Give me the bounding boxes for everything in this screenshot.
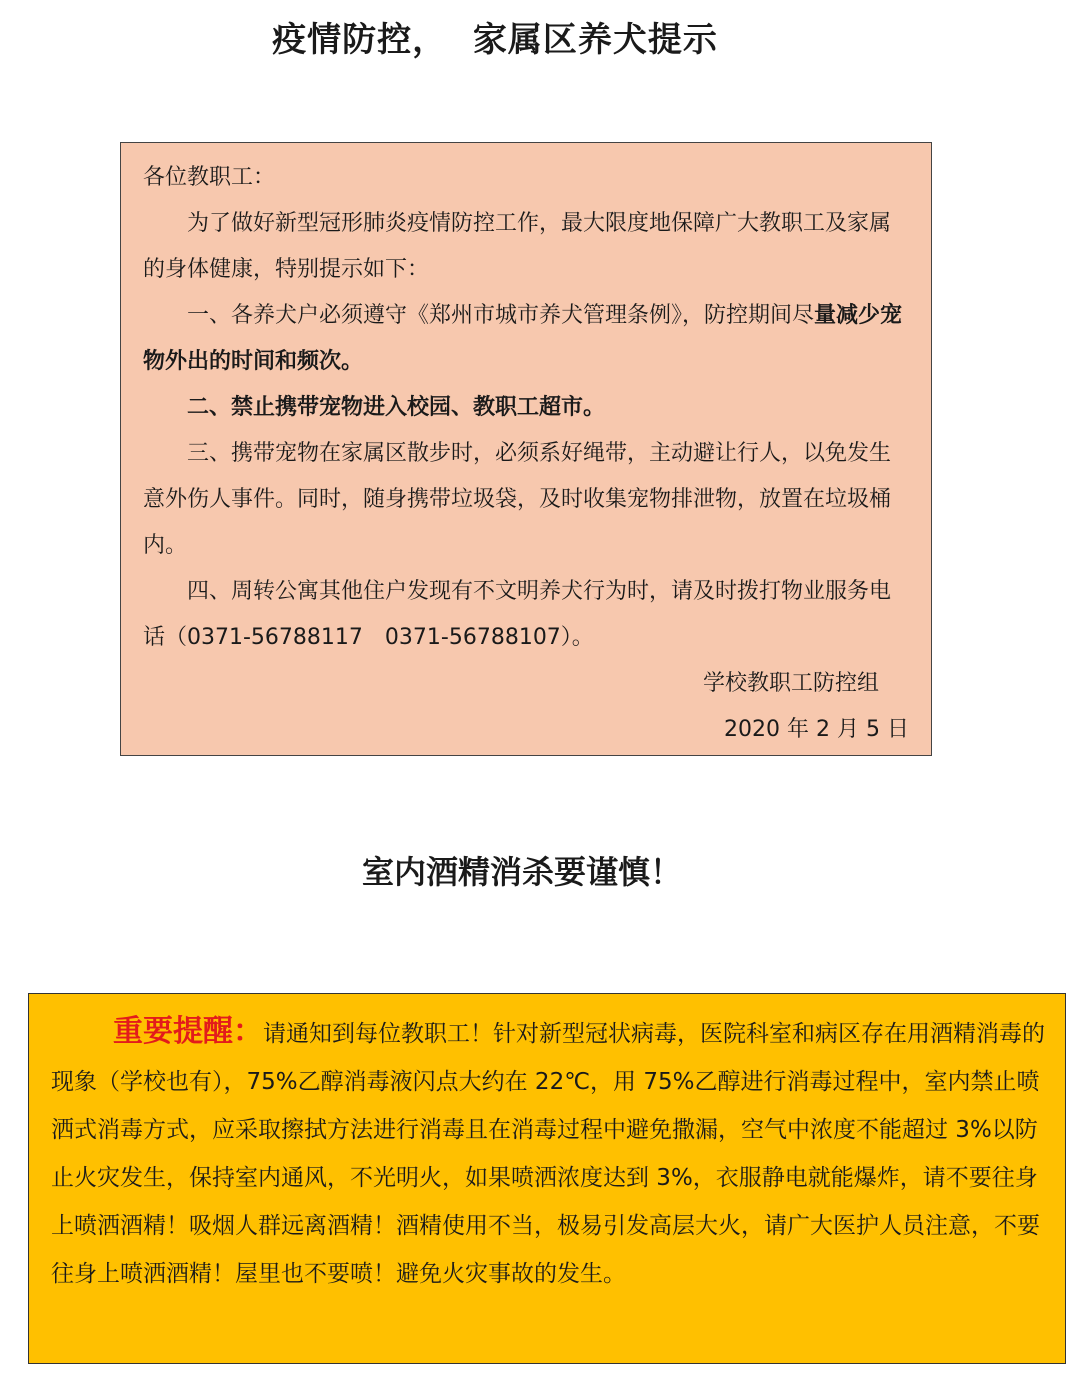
item-3: 三、携带宠物在家属区散步时，必须系好绳带，主动避让行人，以免发生意外伤人事件。同时，随身携带垃圾袋，及时收集宠物排泄物，放置在垃圾桶内。 <box>143 441 892 558</box>
page-title: 疫情防控， 家属区养犬提示 <box>272 20 718 60</box>
item-2: 二、禁止携带宠物进入校园、教职工超市。 <box>187 395 606 420</box>
dog-notice-box <box>120 142 932 756</box>
item-1-emphasis: 量减少宠物外出的时间和频次。 <box>143 303 903 374</box>
item-4: 四、周转公寓其他住户发现有不文明养犬行为时，请及时拨打物业服务电话（0371-56788117 0371-56788107）。 <box>143 579 892 650</box>
item-1 <box>143 293 909 385</box>
warning-body: 请通知到每位教职工！针对新型冠状病毒，医院科室和病区存在用酒精消毒的现象（学校也有），75%乙醇消毒液闪点大约在 22℃，用 75%乙醇进行消毒过程中，室内禁止喷洒式消毒方式，应采取擦拭方法进行消毒且在消毒过程中避免撒漏，空气中浓度不能超过 3%以防止火灾发生，保持室内通风，不光明火，如果喷洒浓度达到 3%，衣服静电就能爆炸，请不要往身上喷洒酒精！吸烟人群远离酒精！酒精使用不当，极易引发高层大火，请广大医护人员注意，不要往身上喷洒酒精！屋里也不要喷！避免火灾事故的发生。 <box>51 1021 1045 1287</box>
signature: 学校教职工防控组 <box>702 671 879 696</box>
alcohol-warning-box <box>28 993 1066 1364</box>
section-title: 室内酒精消杀要谨慎！ <box>361 853 682 891</box>
salutation: 各位教职工： <box>143 165 276 190</box>
item-1-text: 一、各养犬户必须遵守《郑州市城市养犬管理条例》，防控期间尽 <box>187 303 815 328</box>
important-reminder-label: 重要提醒： <box>113 1014 263 1049</box>
intro-paragraph: 为了做好新型冠形肺炎疫情防控工作，最大限度地保障广大教职工及家属的身体健康，特别提示如下： <box>143 211 892 282</box>
notice-date: 2020 年 2 月 5 日 <box>724 717 909 742</box>
